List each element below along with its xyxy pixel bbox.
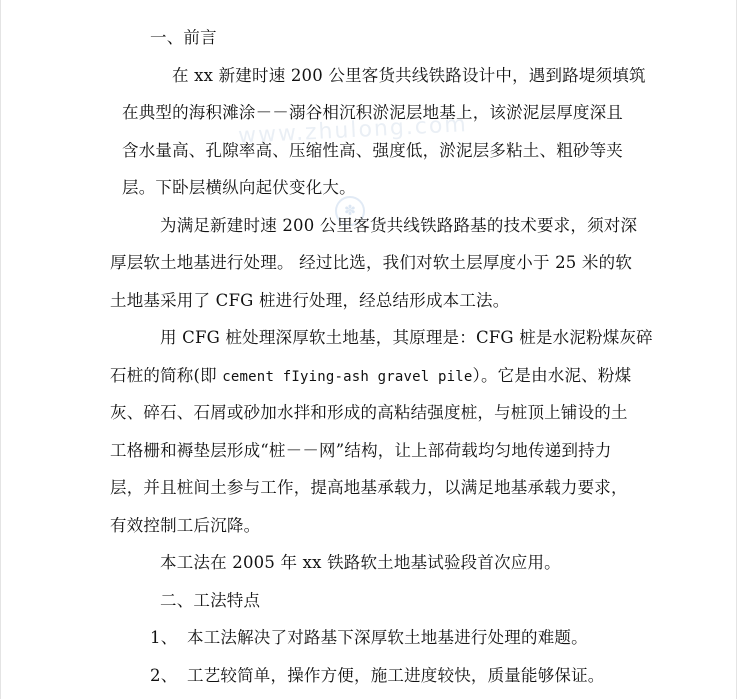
paragraph-line: 工格栅和褥垫层形成“桩－－网”结构，让上部荷载均匀地传递到持力 [110, 441, 612, 460]
paragraph-line: 用 CFG 桩处理深厚软土地基，其原理是：CFG 桩是水泥粉煤灰碎 [160, 328, 653, 347]
paragraph-line: 灰、碎石、石屑或砂加水拌和形成的高粘结强度桩，与桩顶上铺设的土 [110, 403, 628, 422]
paragraph-line: 为满足新建时速 200 公里客货共线铁路路基的技术要求，须对深 [160, 216, 638, 235]
list-item-text: 本工法解决了对路基下深厚软土地基进行处理的难题。 [187, 628, 588, 647]
list-item-number: 2、 [150, 666, 178, 685]
paragraph-line: 含水量高、孔隙率高、压缩性高、强度低，淤泥层多粘土、粗砂等夹 [122, 141, 623, 160]
paragraph-line: 层，并且桩间土参与工作，提高地基承载力，以满足地基承载力要求， [110, 478, 628, 497]
paragraph-line [110, 366, 631, 387]
watermark-logo-icon: ✽ [335, 196, 365, 226]
paragraph-line: 在典型的海积滩涂－－溺谷相沉积淤泥层地基上，该淤泥层厚度深且 [122, 103, 623, 122]
page-edge-left [0, 0, 1, 699]
paragraph-line: 厚层软土地基进行处理。 经过比选，我们对软土层厚度小于 25 米的软 [110, 253, 633, 272]
paragraph-line: 本工法在 2005 年 xx 铁路软土地基试验段首次应用。 [160, 553, 561, 572]
heading-features: 二、工法特点 [160, 591, 261, 610]
list-item-number: 1、 [150, 628, 178, 647]
list-item-text: 工艺较简单，操作方便，施工进度较快，质量能够保证。 [187, 666, 605, 685]
paragraph-line: 有效控制工后沉降。 [110, 516, 261, 535]
english-term: cement fIying-ash gravel pile [222, 369, 473, 385]
paragraph-line: 层。下卧层横纵向起伏变化大。 [122, 178, 356, 197]
paragraph-segment: ）。它是由水泥、粉煤 [472, 366, 632, 385]
paragraph-segment: 石桩的简称(即 [110, 366, 223, 385]
paragraph-line: 土地基采用了 CFG 桩进行处理，经总结形成本工法。 [110, 291, 510, 310]
paragraph-line: 在 xx 新建时速 200 公里客货共线铁路设计中，遇到路堤须填筑 [172, 66, 646, 85]
heading-preface: 一、前言 [150, 28, 217, 47]
watermark: www.zhulong.com [237, 112, 469, 149]
